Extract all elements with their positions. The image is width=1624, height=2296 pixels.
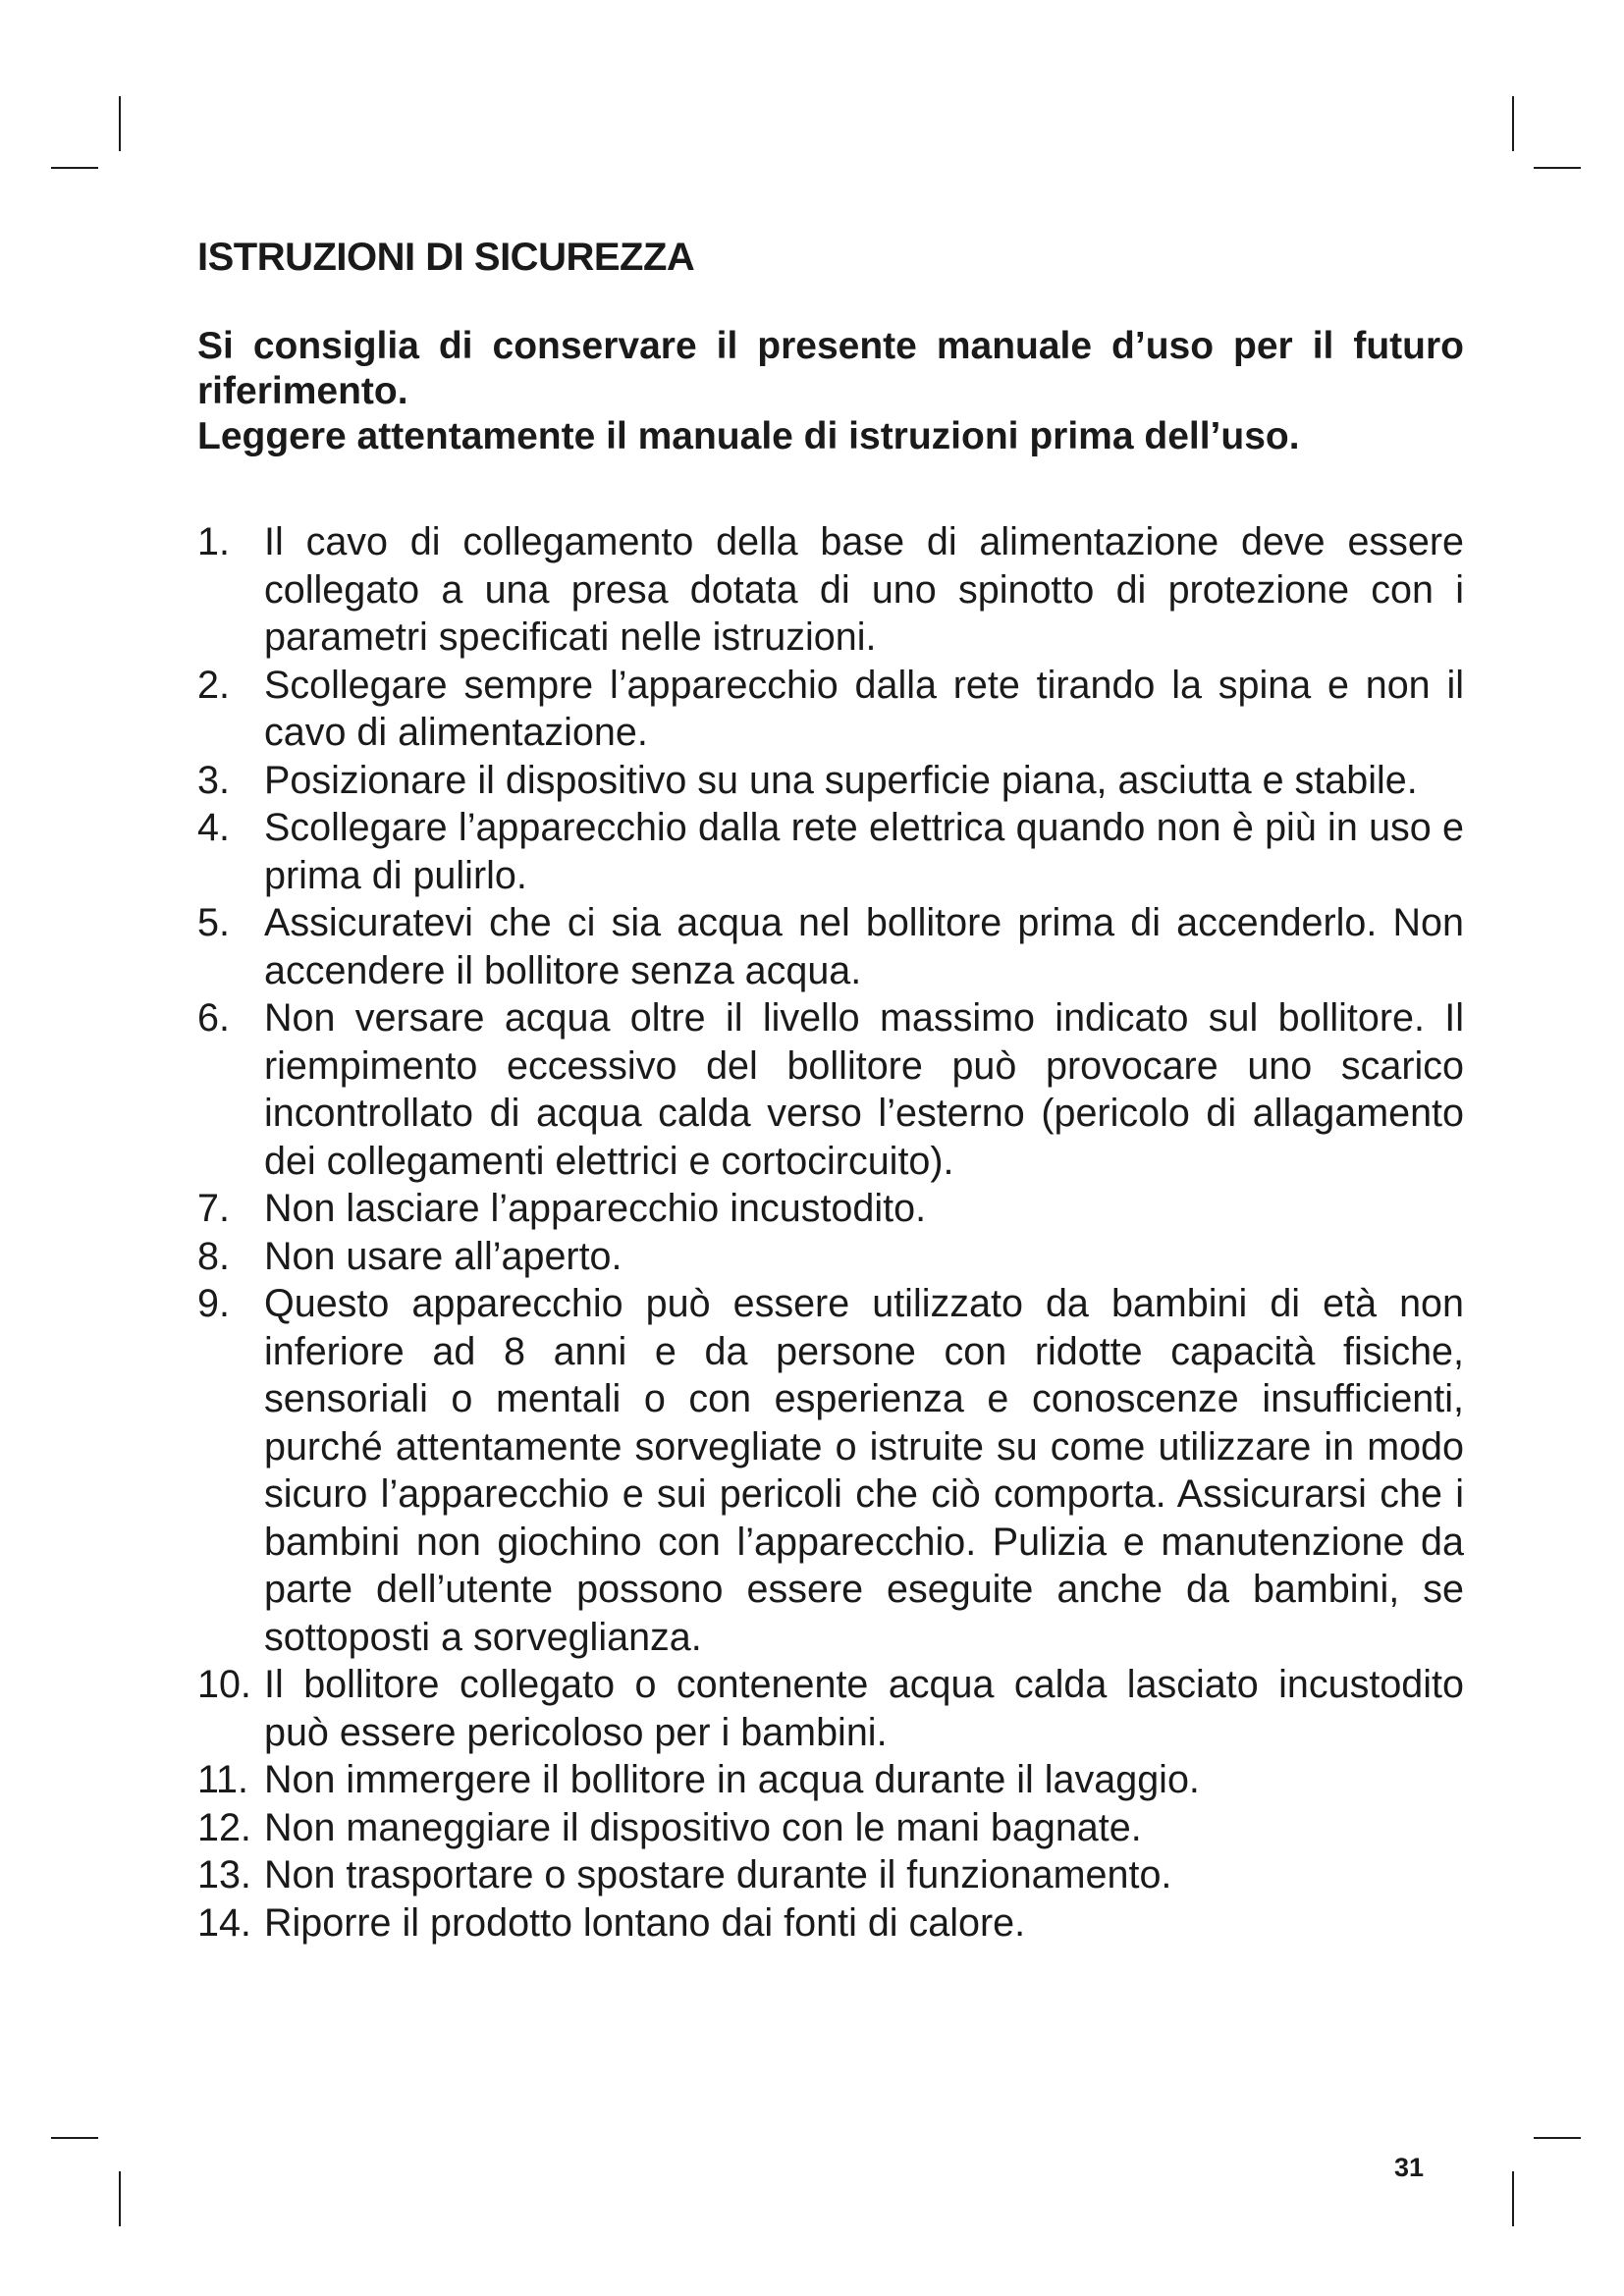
crop-mark-bottom-right-vertical — [1512, 2171, 1514, 2226]
list-item — [197, 1185, 1464, 1233]
list-item-text: Non maneggiare il dispositivo con le mani bagnate. — [264, 1805, 1142, 1849]
page-number: 31 — [1394, 2153, 1425, 2182]
list-item-text: Assicuratevi che ci sia acqua nel bollitore prima di accenderlo. Non accendere il bollitore senza acqua. — [264, 901, 1464, 992]
list-item — [197, 1899, 1464, 1948]
list-item-number: 2. — [197, 663, 230, 707]
crop-mark-top-right-vertical — [1512, 96, 1514, 151]
list-item-number: 5. — [197, 901, 230, 944]
list-item-text: Non usare all’aperto. — [264, 1234, 623, 1278]
list-item-text: Riporre il prodotto lontano dai fonti di calore. — [264, 1900, 1026, 1945]
intro-block — [197, 324, 1464, 459]
crop-mark-bottom-left-horizontal — [51, 2137, 98, 2139]
list-item-number: 1. — [197, 520, 230, 563]
list-item — [197, 1233, 1464, 1281]
list-item-text: Non lasciare l’apparecchio incustodito. — [264, 1187, 927, 1230]
list-item-text: Non immergere il bollitore in acqua durante il lavaggio. — [264, 1758, 1200, 1801]
list-item — [197, 1851, 1464, 1899]
list-item — [197, 518, 1464, 662]
list-item-text: Scollegare l’apparecchio dalla rete elettrica quando non è più in uso e prima di pulirlo. — [264, 806, 1464, 897]
list-item-text: Il cavo di collegamento della base di alimentazione deve essere collegato a una presa dotata di uno spinotto di protezione con i parametri specificati nelle istruzioni. — [264, 520, 1464, 659]
list-item-text: Questo apparecchio può essere utilizzato da bambini di età non inferiore ad 8 anni e da persone con ridotte capacità fisiche, sensoriali o mentali o con esperienza e conoscenze insufficienti, purché attentamente sorvegliate o istruite su come utilizzare in modo sicuro l’apparecchio e sui pericoli che ciò comporta. Assicurarsi che i bambini non giochino con l’apparecchio. Pulizia e manutenzione da parte dell’utente possono essere eseguite anche da bambini, se sottoposti a sorveglianza. — [264, 1282, 1464, 1659]
crop-mark-top-left-vertical — [119, 96, 121, 151]
page-content — [197, 234, 1464, 1947]
list-item-number: 10. — [197, 1663, 251, 1706]
list-item-text: Scollegare sempre l’apparecchio dalla rete tirando la spina e non il cavo di alimentazione. — [264, 663, 1464, 754]
intro-line-read-manual: Leggere attentamente il manuale di istruzioni prima dell’uso. — [197, 415, 1300, 457]
list-item-number: 9. — [197, 1282, 230, 1325]
list-item — [197, 1756, 1464, 1804]
list-item — [197, 662, 1464, 757]
list-item-number: 11. — [197, 1758, 248, 1801]
list-item-number: 4. — [197, 806, 230, 849]
intro-line-keep-manual: Si consiglia di conservare il presente manuale d’uso per il futuro riferimento. — [197, 325, 1464, 412]
list-item-number: 6. — [197, 996, 230, 1040]
list-item-number: 8. — [197, 1234, 230, 1278]
list-item — [197, 757, 1464, 805]
list-item-text: Non versare acqua oltre il livello massimo indicato sul bollitore. Il riempimento eccessivo del bollitore può provocare uno scarico incontrollato di acqua calda verso l’esterno (pericolo di allagamento dei collegamenti elettrici e cortocircuito). — [264, 996, 1464, 1183]
crop-mark-top-left-horizontal — [51, 167, 98, 169]
page-title: ISTRUZIONI DI SICUREZZA — [197, 236, 695, 279]
list-item — [197, 1804, 1464, 1852]
list-item — [197, 994, 1464, 1185]
list-item-text: Non trasportare o spostare durante il funzionamento. — [264, 1853, 1172, 1896]
safety-instructions-list — [197, 518, 1464, 1947]
list-item-number: 13. — [197, 1853, 251, 1896]
crop-mark-bottom-right-horizontal — [1534, 2137, 1581, 2139]
list-item-number: 12. — [197, 1805, 251, 1849]
crop-mark-bottom-left-vertical — [119, 2171, 121, 2226]
list-item-text: Posizionare il dispositivo su una superficie piana, asciutta e stabile. — [264, 758, 1418, 802]
list-item-number: 7. — [197, 1187, 230, 1230]
list-item — [197, 899, 1464, 994]
list-item — [197, 1661, 1464, 1756]
list-item-number: 3. — [197, 758, 230, 802]
list-item-number: 14. — [197, 1900, 251, 1945]
list-item-text: Il bollitore collegato o contenente acqua calda lasciato incustodito può essere pericoloso per i bambini. — [264, 1663, 1464, 1754]
list-item — [197, 804, 1464, 899]
crop-mark-top-right-horizontal — [1534, 167, 1581, 169]
list-item — [197, 1280, 1464, 1661]
